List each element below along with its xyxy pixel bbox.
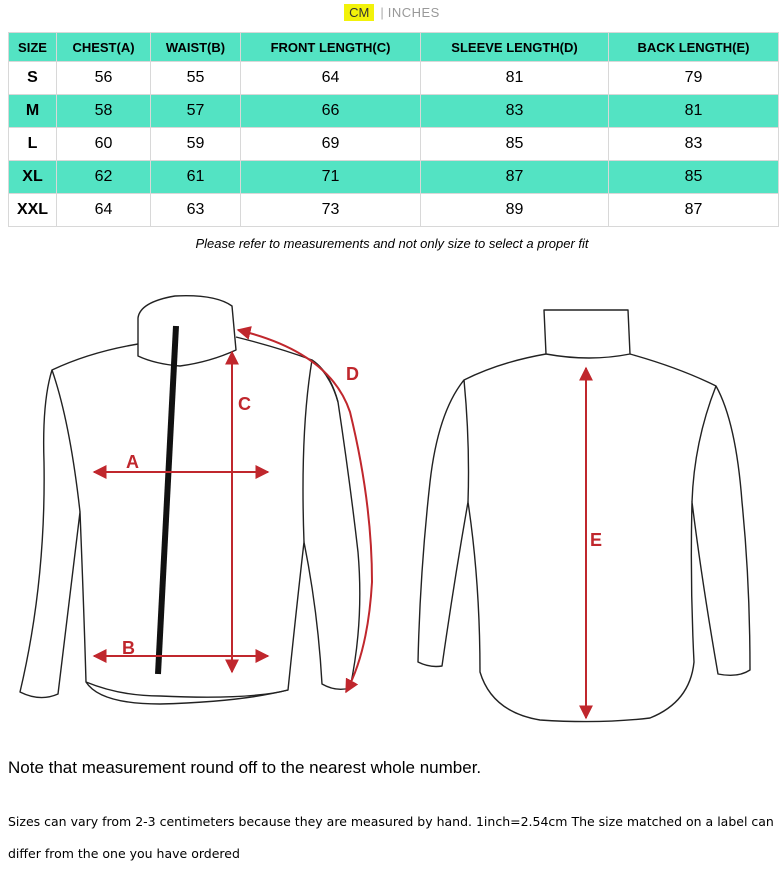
label-a: A — [126, 452, 139, 472]
unit-inches-button[interactable]: INCHES — [387, 5, 440, 20]
header-back-length: BACK LENGTH(E) — [609, 33, 779, 62]
header-sleeve-length: SLEEVE LENGTH(D) — [421, 33, 609, 62]
chest-cell: 58 — [57, 95, 151, 128]
sleeve-length-cell: 81 — [421, 62, 609, 95]
header-chest: CHEST(A) — [57, 33, 151, 62]
back-jacket-illustration — [418, 310, 750, 722]
chest-cell: 64 — [57, 194, 151, 227]
size-cell: S — [9, 62, 57, 95]
table-row — [9, 161, 779, 194]
front-length-cell: 71 — [241, 161, 421, 194]
header-size: SIZE — [9, 33, 57, 62]
label-c: C — [238, 394, 251, 414]
header-waist: WAIST(B) — [151, 33, 241, 62]
front-length-cell: 66 — [241, 95, 421, 128]
table-row — [9, 95, 779, 128]
arrow-d — [238, 330, 372, 692]
table-row — [9, 62, 779, 95]
unit-cm-button[interactable]: CM — [344, 4, 374, 21]
waist-cell: 59 — [151, 128, 241, 161]
label-b: B — [122, 638, 135, 658]
chest-cell: 56 — [57, 62, 151, 95]
back-length-cell: 87 — [609, 194, 779, 227]
sleeve-length-cell: 89 — [421, 194, 609, 227]
table-header-row — [9, 33, 779, 62]
table-row — [9, 194, 779, 227]
size-cell: L — [9, 128, 57, 161]
size-cell: XXL — [9, 194, 57, 227]
size-cell: M — [9, 95, 57, 128]
variance-note: Sizes can vary from 2-3 centimeters because they are measured by hand. 1inch=2.54cm The size matched on a label can differ from the one you have ordered — [8, 814, 774, 861]
waist-cell: 57 — [151, 95, 241, 128]
header-front-length: FRONT LENGTH(C) — [241, 33, 421, 62]
waist-cell: 61 — [151, 161, 241, 194]
back-length-cell: 85 — [609, 161, 779, 194]
chest-cell: 62 — [57, 161, 151, 194]
unit-separator: | — [380, 5, 384, 20]
label-e: E — [590, 530, 603, 550]
front-length-cell: 64 — [241, 62, 421, 95]
fit-note: Please refer to measurements and not only size to select a proper fit — [195, 236, 589, 251]
sleeve-length-cell: 83 — [421, 95, 609, 128]
back-length-cell: 81 — [609, 95, 779, 128]
front-length-cell: 73 — [241, 194, 421, 227]
back-length-cell: 83 — [609, 128, 779, 161]
sleeve-length-cell: 85 — [421, 128, 609, 161]
waist-cell: 55 — [151, 62, 241, 95]
jacket-measurement-diagram — [0, 282, 784, 752]
label-d: D — [346, 364, 359, 384]
size-table — [8, 32, 779, 227]
sleeve-length-cell: 87 — [421, 161, 609, 194]
size-cell: XL — [9, 161, 57, 194]
chest-cell: 60 — [57, 128, 151, 161]
front-length-cell: 69 — [241, 128, 421, 161]
zipper — [158, 326, 176, 674]
unit-toggle — [0, 4, 784, 21]
back-length-cell: 79 — [609, 62, 779, 95]
table-row — [9, 128, 779, 161]
waist-cell: 63 — [151, 194, 241, 227]
rounding-note: Note that measurement round off to the nearest whole number. — [8, 758, 482, 777]
front-jacket-illustration — [20, 296, 360, 704]
